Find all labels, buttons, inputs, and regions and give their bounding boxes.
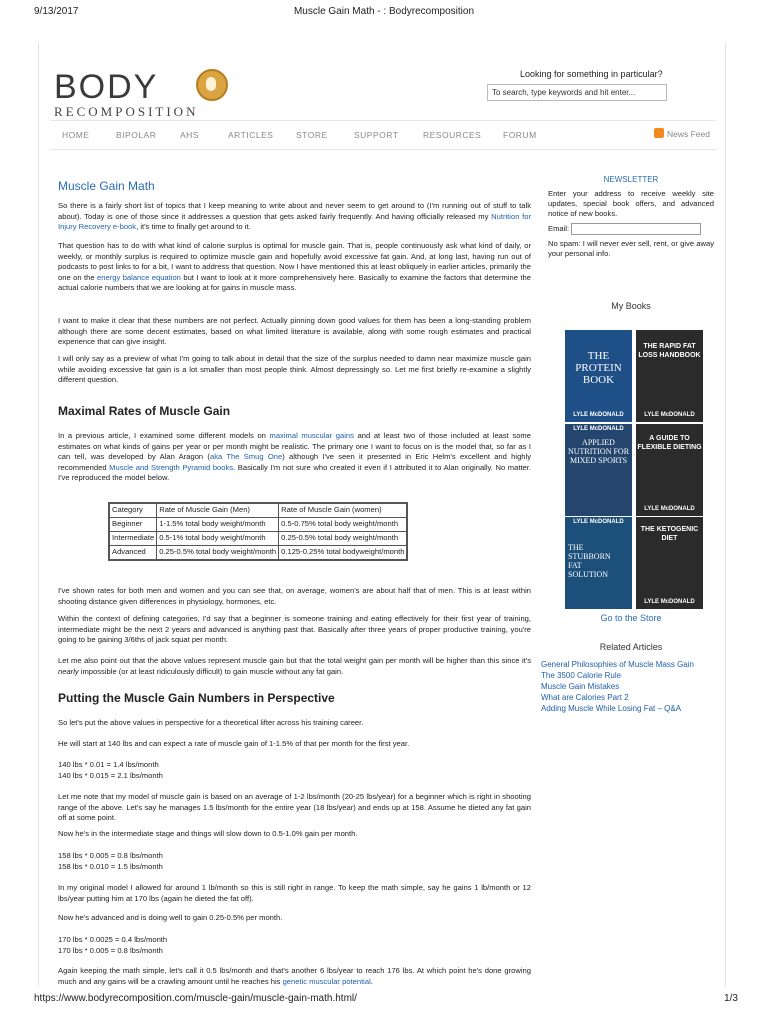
logo-emblem-icon: [196, 69, 228, 101]
calc-line: 170 lbs * 0.0025 = 0.4 lbs/month: [58, 935, 168, 944]
print-date: 9/13/2017: [34, 6, 79, 17]
table-header-row: [109, 503, 407, 518]
book-title: THE RAPID FAT LOSS HANDBOOK: [638, 343, 701, 359]
related-article-link[interactable]: What are Calories Part 2: [541, 693, 629, 702]
paragraph-11: Let me note that my model of muscle gain is based on an average of 1-2 lbs/month (20-25 lbs/year) for a beginner which is right in shooting range of the above. Let's say he manages 1.5 lbs/month for the entire year (18 lbs/year) and ends up at 158. Assume he dieted any fat gain off at some point.: [58, 792, 531, 822]
paragraph-2: That question has to do with what kind of calorie surplus is optimal for muscle gain. That is, people continuously ask what kind of daily, or weekly, or monthly surplus is required to optimize muscle gain and hopefully avoid excessive fat gain. And, at long last, having run out of podcasts to post links to for a bit, I want to address that question. Now I have mentioned this at least obliquely in earlier articles, primarily the one on the energy balance equation but I want to look at it more comprehensively here. Basically to examine the factors that determine the actual calorie numbers that we are looking at for gains in muscle mass.: [58, 241, 531, 292]
book-author: LYLE McDONALD: [644, 412, 695, 418]
paragraph-12: Now he's in the intermediate stage and things will slow down to 0.5-1.0% gain per month.: [58, 829, 358, 838]
calc-line: 140 lbs * 0.01 = 1.4 lbs/month: [58, 760, 159, 769]
nav-item-support[interactable]: SUPPORT: [354, 130, 399, 140]
paragraph-14: Now he's advanced and is doing well to gain 0.25-0.5% per month.: [58, 913, 283, 922]
paragraph-3: I want to make it clear that these numbers are not perfect. Actually pinning down good values for them has been a long-standing problem although there are some decent estimates, based on what limited literature is available, along with some rough estimates and practical experience that can give insight.: [58, 316, 531, 346]
print-url: https://www.bodyrecomposition.com/muscle-gain/muscle-gain-math.html/: [34, 993, 357, 1004]
sidebar: [548, 175, 714, 259]
calc-line: 158 lbs * 0.010 = 1.5 lbs/month: [58, 861, 163, 871]
nav-item-forum[interactable]: FORUM: [503, 130, 537, 140]
book-cover-protein[interactable]: [565, 330, 632, 422]
energy-balance-link[interactable]: energy balance equation: [97, 272, 181, 282]
book-title: THE KETOGENIC DIET: [640, 526, 699, 542]
table-cell: 0.5-0.75% total body weight/month: [279, 518, 408, 532]
related-article-link[interactable]: Adding Muscle While Losing Fat – Q&A: [541, 704, 682, 713]
site-logo[interactable]: [54, 70, 198, 119]
newsletter-text: Enter your address to receive weekly site updates, special book offers, and advanced notice of new books.: [548, 189, 714, 218]
book-title: A GUIDE TO FLEXIBLE DIETING: [637, 435, 702, 451]
related-article-link[interactable]: General Philosophies of Muscle Mass Gain: [541, 660, 694, 669]
calc-line: 158 lbs * 0.005 = 0.8 lbs/month: [58, 851, 163, 860]
related-article-link[interactable]: The 3500 Calorie Rule: [541, 671, 622, 680]
calc-block-3: [58, 935, 531, 956]
heading-perspective: Putting the Muscle Gain Numbers in Perspective: [58, 691, 335, 705]
print-title: Muscle Gain Math - : Bodyrecomposition: [293, 6, 475, 17]
calc-block-1: [58, 760, 531, 781]
paragraph-4: I will only say as a preview of what I'm going to talk about in detail that the size of the surplus needed to damn near maximize muscle gain while avoiding excessive fat gain is a lot smaller than most people think. Almost depressingly so. Let me first briefly re-examine a slightly different question.: [58, 354, 531, 384]
muscle-gain-table: [108, 502, 408, 561]
genetic-potential-link[interactable]: genetic muscular potential: [282, 976, 371, 986]
book-author: LYLE McDONALD: [644, 599, 695, 605]
paragraph-15: Again keeping the math simple, let's call it 0.5 lbs/month and that's another 6 lbs/year to reach 176 lbs. At which point he's done growing much and any gains will be a crawling amount until he reaches his genetic muscular potential.: [58, 966, 531, 986]
table-cell: 0.25-0.5% total body weight/month: [157, 546, 279, 561]
paragraph-6: I've shown rates for both men and women and you can see that, on average, women's are about half that of men. This is at least within shooting distance given differences in physiology, hormones, etc.: [58, 586, 531, 606]
smug-one-link[interactable]: aka The Smug One: [209, 452, 283, 461]
article-title: Muscle Gain Math: [58, 179, 155, 193]
book-author: LYLE McDONALD: [573, 426, 624, 432]
book-cover-flexible-dieting[interactable]: [636, 424, 703, 516]
book-cover-rapid-fat-loss[interactable]: [636, 330, 703, 422]
main-nav: [50, 120, 716, 150]
nav-item-home[interactable]: HOME: [62, 130, 90, 140]
table-cell: 0.25-0.5% total body weight/month: [279, 532, 408, 546]
newsletter-title: NEWSLETTER: [603, 175, 659, 184]
nav-item-store[interactable]: STORE: [296, 130, 328, 140]
paragraph-1: So there is a fairly short list of topics that I keep meaning to write about and never seem to get around to (I'm running out of stuff to talk about). Today is one of those since it addresses a question that gets asked fairly frequently. And having officially released my Nutrition for Injury Recovery e-book, it's time to finally get around to it.: [58, 201, 531, 231]
table-cell: Beginner: [109, 518, 157, 532]
book-author: LYLE McDONALD: [573, 519, 624, 525]
related-article-link[interactable]: Muscle Gain Mistakes: [541, 682, 620, 691]
nav-item-ahs[interactable]: AHS: [180, 130, 199, 140]
book-cover-stubborn-fat[interactable]: [565, 517, 632, 609]
rss-icon[interactable]: [654, 128, 664, 138]
calc-line: 140 lbs * 0.015 = 2.1 lbs/month: [58, 770, 163, 780]
table-cell: Intermediate: [109, 532, 157, 546]
book-title: THE STUBBORN FAT SOLUTION: [568, 543, 611, 579]
nav-item-resources[interactable]: RESOURCES: [423, 130, 482, 140]
ebook-link[interactable]: Nutrition for Injury Recovery e-book: [58, 211, 531, 231]
book-cover-applied-nutrition[interactable]: [565, 424, 632, 516]
nav-item-articles[interactable]: ARTICLES: [228, 130, 274, 140]
paragraph-10: He will start at 140 lbs and can expect a rate of muscle gain of 1-1.5% of that per month for the first year.: [58, 739, 410, 748]
email-row: [548, 223, 714, 235]
maximal-gains-link[interactable]: maximal muscular gains: [269, 431, 354, 440]
book-author: LYLE McDONALD: [644, 506, 695, 512]
pyramid-books-link[interactable]: Muscle and Strength Pyramid books: [109, 462, 234, 472]
paragraph-9: So let's put the above values in perspective for a theoretical lifter across his training career.: [58, 718, 364, 727]
logo-text-bottom: RECOMPOSITION: [54, 104, 199, 119]
table-header-cell: Rate of Muscle Gain (women): [279, 503, 408, 518]
related-articles-title: Related Articles: [599, 642, 663, 652]
paragraph-7: Within the context of defining categories, I'd say that a beginner is someone training and eating effectively for their first year of training, intermediate might be the next 2 years and advanced is anything past that. Basically after three years of proper productive training, you're going to be gaining 3/6ths of jack squat per month.: [58, 614, 531, 644]
search-label: Looking for something in particular?: [520, 69, 663, 79]
news-feed-link[interactable]: News Feed: [667, 129, 710, 139]
table-cell: 0.125-0.25% total bodyweight/month: [279, 546, 408, 561]
print-page-number: 1/3: [724, 993, 738, 1004]
logo-text-top: BODY: [54, 68, 159, 106]
calc-block-2: [58, 851, 531, 872]
table-cell: Advanced: [109, 546, 157, 561]
email-field[interactable]: [571, 223, 701, 235]
table-cell: 1-1.5% total body weight/month: [157, 518, 279, 532]
calc-line: 170 lbs * 0.005 = 0.8 lbs/month: [58, 945, 163, 955]
related-articles-list: [541, 659, 694, 714]
table-row: [109, 546, 407, 561]
table-header-cell: Rate of Muscle Gain (Men): [157, 503, 279, 518]
heading-maximal-rates: Maximal Rates of Muscle Gain: [58, 404, 231, 418]
paragraph-8: Let me also point out that the above values represent muscle gain but that the total weight gain per month will be higher than this since it's nearly impossible (or at least ridiculously difficult) to gain muscle without any fat gain.: [58, 656, 531, 676]
nav-item-bipolar[interactable]: BIPOLAR: [116, 130, 157, 140]
paragraph-5: In a previous article, I examined some different models on maximal muscular gains and at least two of those included at least some estimates on what kinds of gains per year or per month might be realistic. The primary one I want to focus on is the model that, so far as I can tell, was developed by Alan Aragon (aka The Smug One) although I've seen it presented in Eric Helm's excellent and highly recommended Muscle and Strength Pyramid books. Basically I'm not sure who created it even if I attributed it to Alan originally. No matter. I've reproduced the model below.: [58, 431, 531, 482]
book-cover-ketogenic-diet[interactable]: [636, 517, 703, 609]
table-header-cell: Category: [109, 503, 157, 518]
search-input[interactable]: To search, type keywords and hit enter...: [487, 84, 667, 101]
table-row: [109, 518, 407, 532]
book-author: LYLE McDONALD: [573, 412, 624, 418]
table-cell: 0.5-1% total body weight/month: [157, 532, 279, 546]
no-spam-text: No spam: I will never ever sell, rent, or give away your personal info.: [548, 239, 714, 258]
book-title: APPLIED NUTRITION FOR MIXED SPORTS: [567, 438, 630, 465]
books-title: My Books: [611, 301, 651, 311]
table-row: [109, 532, 407, 546]
go-to-store-link[interactable]: Go to the Store: [600, 613, 662, 623]
email-label: Email:: [548, 224, 570, 233]
book-title: THE PROTEIN BOOK: [575, 350, 622, 386]
paragraph-13: In my original model I allowed for around 1 lb/month so this is still right in range. To keep the math simple, say he gains 1 lb/month or 12 lbs/year putting him at 170 lbs (again he dieted the fat off).: [58, 883, 531, 903]
